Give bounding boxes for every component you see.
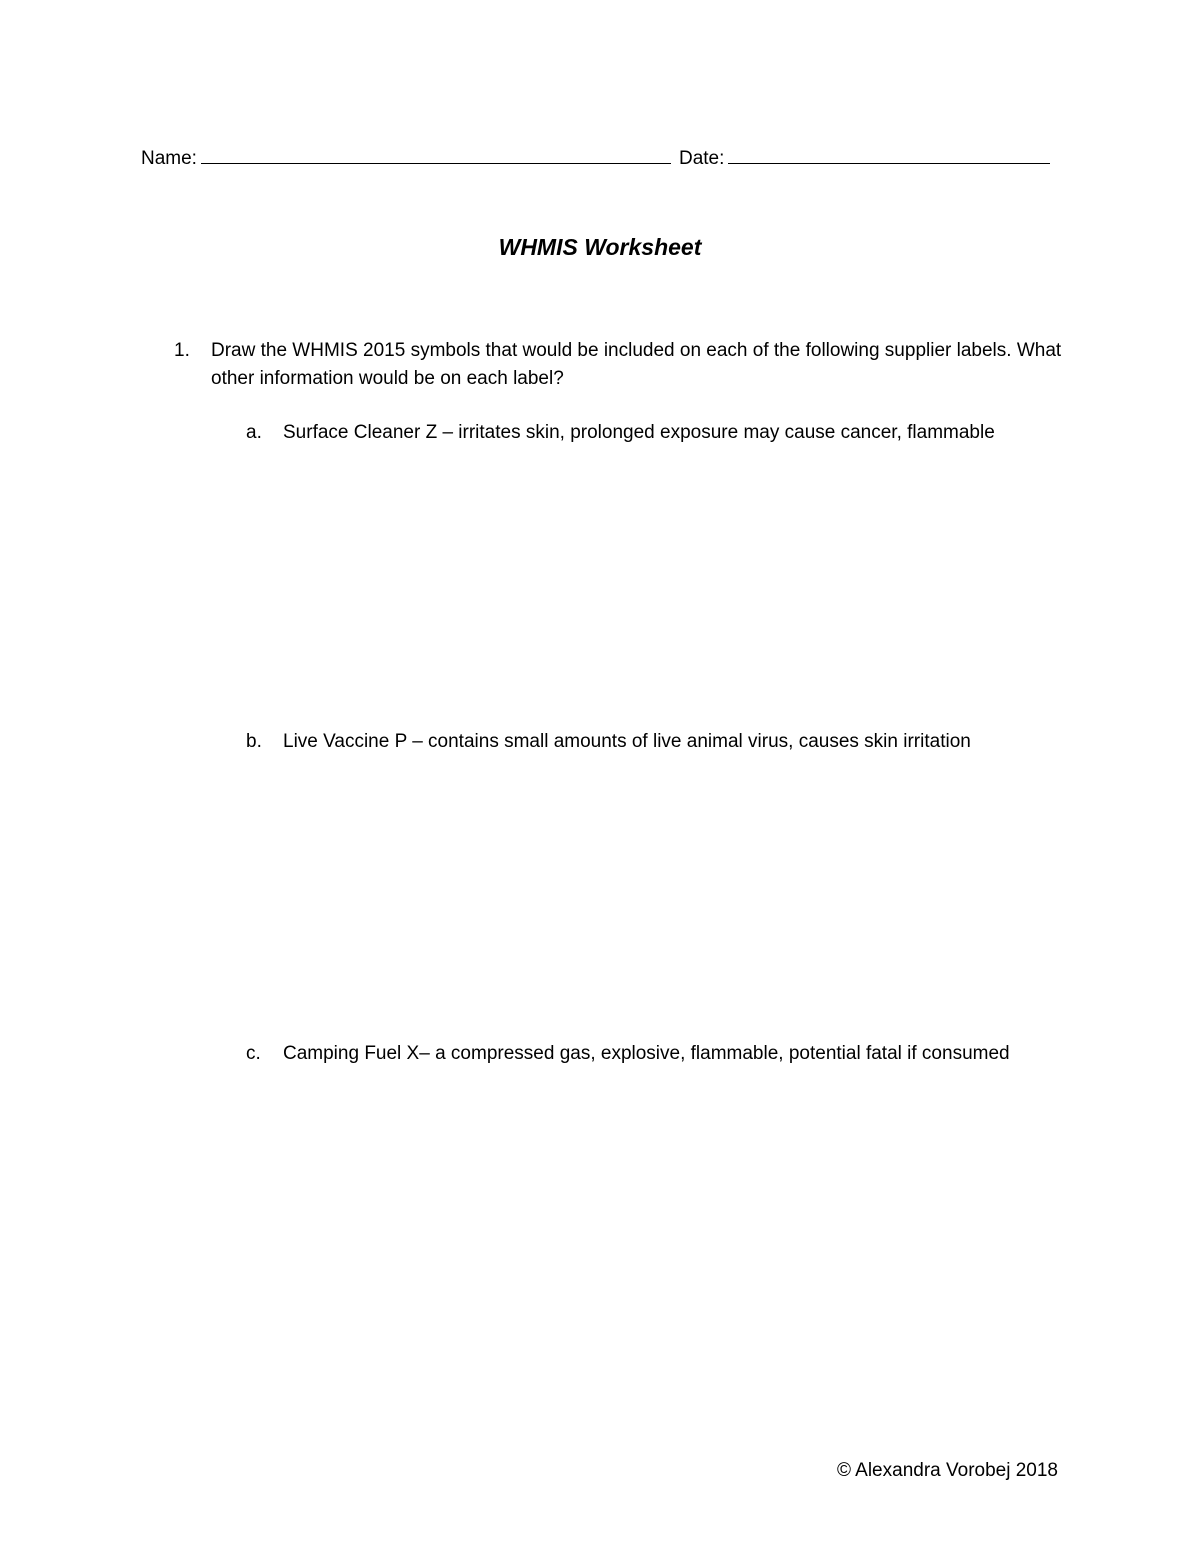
date-label: Date: [678,148,725,169]
sub-question-text: Surface Cleaner Z – irritates skin, prolonged exposure may cause cancer, flammable [283,422,995,443]
name-label: Name: [141,148,197,169]
question-number: 1. [174,340,190,361]
name-date-header [141,143,1061,172]
sub-question-letter: c. [246,1043,261,1064]
sub-question-text: Camping Fuel X– a compressed gas, explosive, flammable, potential fatal if consumed [283,1043,1010,1064]
sub-question-letter: b. [246,731,262,752]
copyright-notice: © Alexandra Vorobej 2018 [836,1460,1058,1481]
sub-question-letter: a. [246,422,262,443]
question-text: Draw the WHMIS 2015 symbols that would be included on each of the following supplier labels. What other information would be on each label? [211,340,1062,389]
date-blank[interactable] [728,143,1050,164]
sub-question-text: Live Vaccine P – contains small amounts of live animal virus, causes skin irritation [283,731,971,752]
page-title: WHMIS Worksheet [498,234,702,260]
name-blank[interactable] [201,143,671,164]
